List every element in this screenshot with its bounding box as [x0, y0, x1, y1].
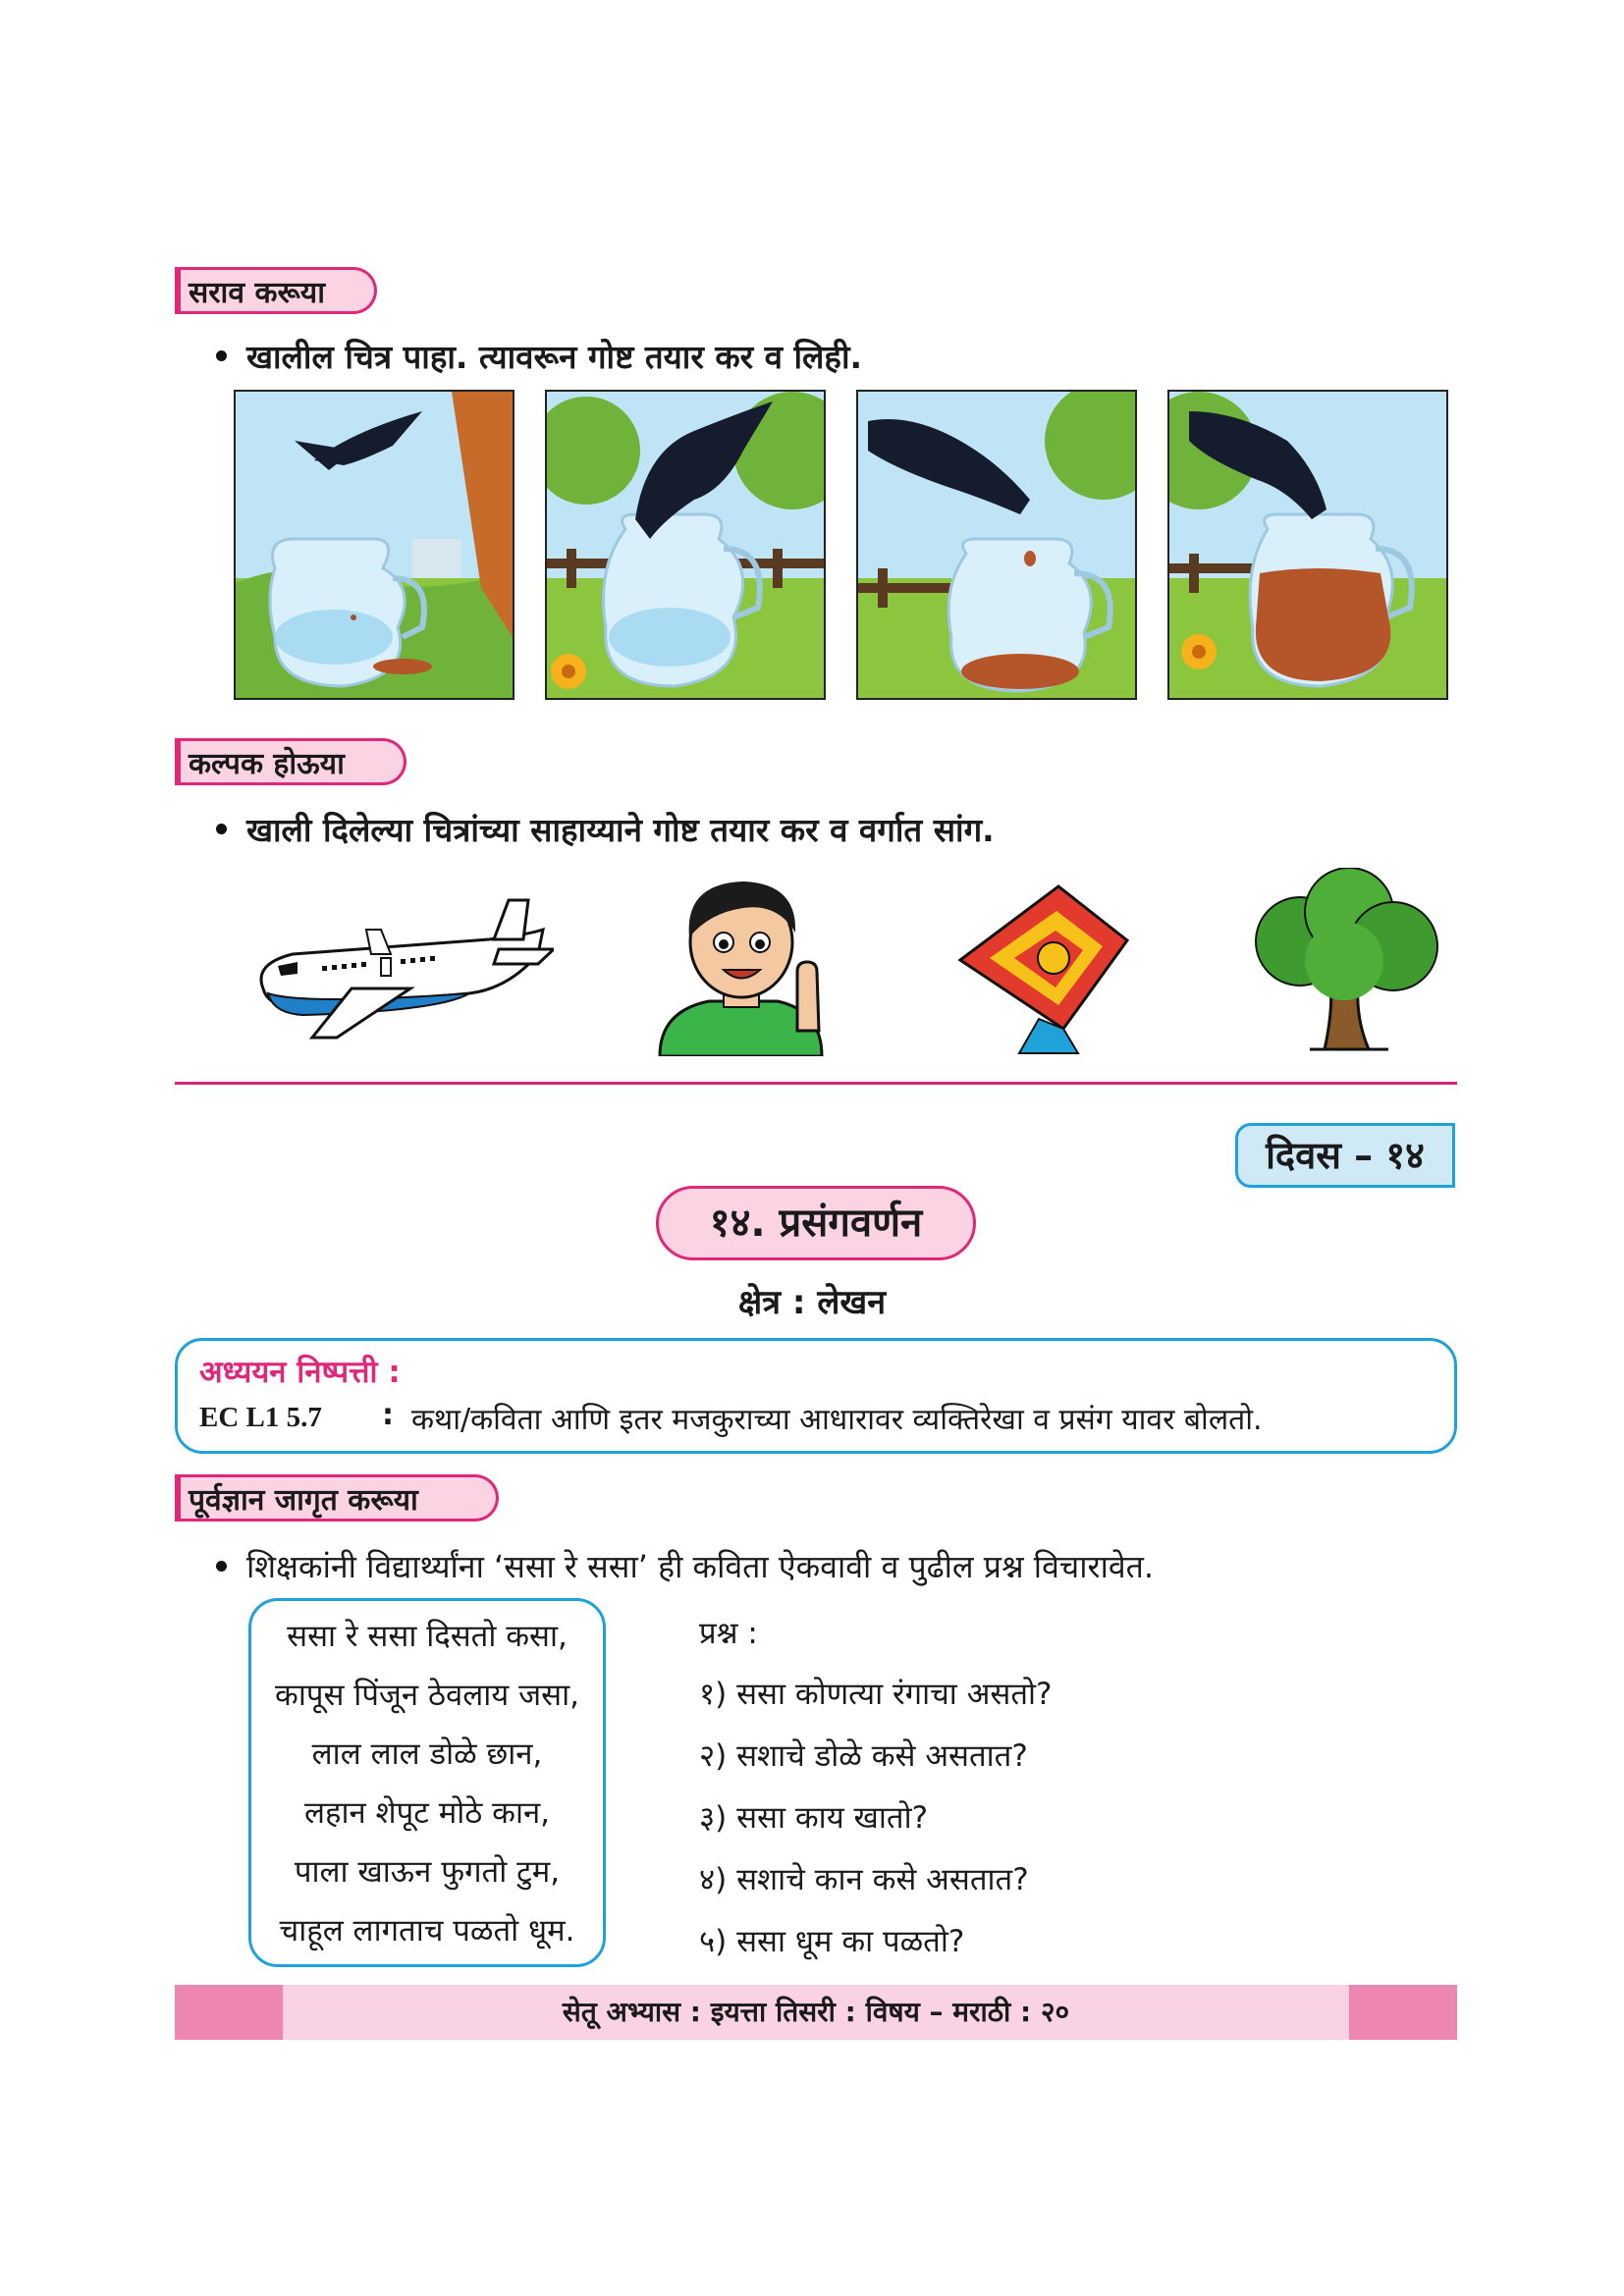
prior-tag [175, 1474, 499, 1522]
bullet-icon [216, 824, 227, 834]
lesson-area: क्षेत्र : लेखन [737, 1283, 887, 1322]
boy-icon [650, 864, 833, 1056]
question-item: ४) सशाचे कान कसे असतात? [699, 1862, 1029, 1897]
bullet-icon [216, 1561, 227, 1572]
day-label: दिवस – १४ [1266, 1134, 1425, 1177]
questions-heading: प्रश्न : [699, 1616, 758, 1651]
question-item: ३) ससा काय खातो? [699, 1800, 929, 1836]
story-picture-4 [1167, 390, 1448, 700]
poem-box [248, 1598, 606, 1967]
footer-right-block [1349, 1985, 1457, 2040]
story-picture-1 [234, 390, 514, 700]
footer-bar [175, 1985, 1457, 2040]
lesson-title: १४. प्रसंगवर्णन [656, 1186, 976, 1260]
footer-text: सेतू अभ्यास : इयत्ता तिसरी : विषय – मराठी : २० [562, 1996, 1070, 2028]
creative-instruction: खाली दिलेल्या चित्रांच्या साहाय्याने गोष्ट तयार कर व वर्गात सांग. [216, 807, 995, 851]
section-divider [175, 1082, 1457, 1085]
footer-left-block [175, 1985, 283, 2040]
question-item: १) ससा कोणत्या रंगाचा असतो? [699, 1677, 1053, 1712]
outcome-code: EC L1 5.7 [199, 1402, 322, 1433]
practice-tag-label: सराव करूया [189, 276, 325, 310]
poem-line: ससा रे ससा दिसतो कसा, [287, 1619, 568, 1654]
prior-instruction: शिक्षकांनी विद्यार्थ्यांना ‘ससा रे ससा’ ही कविता ऐकवावी व पुढील प्रश्न विचारावेत. [216, 1545, 1154, 1587]
outcome-separator: : [382, 1398, 394, 1432]
day-badge [1235, 1123, 1455, 1188]
kite-icon [950, 881, 1137, 1054]
poem-line: लाल लाल डोळे छान, [311, 1736, 543, 1772]
story-picture-3 [856, 390, 1137, 700]
practice-tag [175, 267, 377, 314]
question-item: २) सशाचे डोळे कसे असतात? [699, 1738, 1028, 1774]
tree-icon [1241, 868, 1447, 1054]
practice-instruction: खालील चित्र पाहा. त्यावरून गोष्ट तयार कर व लिही. [216, 334, 862, 378]
poem-line: लहान शेपूट मोठे कान, [303, 1795, 551, 1831]
creative-tag [175, 738, 406, 785]
poem-line: पाला खाऊन फुगतो टुम, [294, 1854, 561, 1890]
prior-tag-label: पूर्वज्ञान जागृत करूया [189, 1483, 418, 1518]
bullet-icon [216, 350, 227, 361]
outcome-text: कथा/कविता आणि इतर मजकुराच्या आधारावर व्यक्तिरेखा व प्रसंग यावर बोलतो. [411, 1403, 1263, 1437]
outcome-box [175, 1338, 1457, 1454]
poem-line: चाहूल लागताच पळतो धूम. [279, 1913, 575, 1949]
creative-tag-label: कल्पक होऊया [189, 747, 345, 781]
outcome-heading: अध्ययन निष्पत्ती : [199, 1355, 401, 1390]
airplane-icon [244, 895, 554, 1042]
questions-block [699, 1612, 1053, 1982]
story-picture-2 [545, 390, 826, 700]
poem-line: कापूस पिंजून ठेवलाय जसा, [275, 1678, 579, 1713]
question-item: ५) ससा धूम का पळतो? [699, 1924, 965, 1959]
